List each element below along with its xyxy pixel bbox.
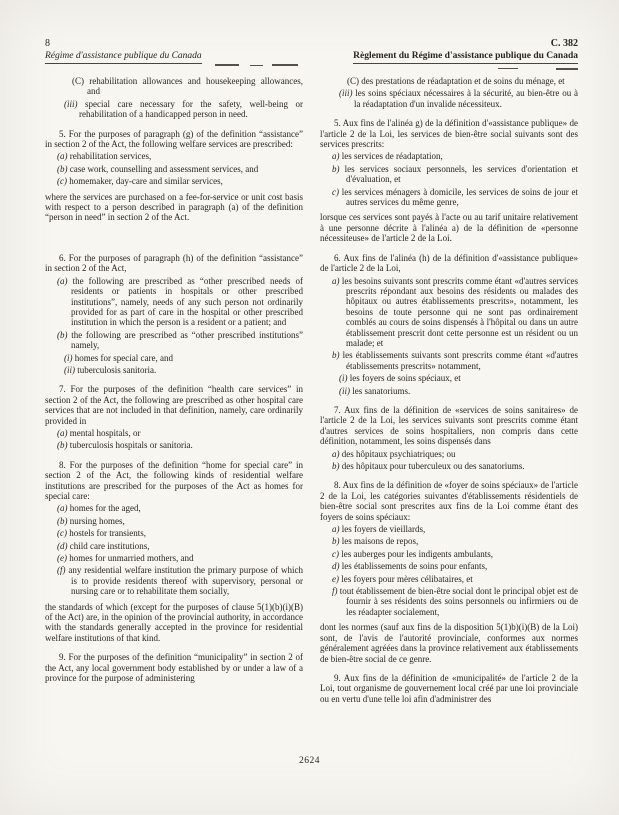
text-block: 9. For the purposes of the definition “municipality” in section 2 of the Act, any local government body established by or under a law of a province for the purpose of administering (45, 652, 303, 684)
item-label: (b) (57, 163, 68, 174)
text-block: (c) homemaker, day-care and similar services, (57, 176, 223, 187)
item-label: (a) (57, 503, 68, 514)
scan-artifact-dash (498, 68, 518, 69)
scan-artifact-dash (215, 64, 239, 66)
text-block: lorsque ces services sont payés à l'acte ou au tarif unitaire relativement à une personne décrite à l'alinéa a) de la définition de «personne nécessiteuse» de l'article 2 de la Loi. (320, 212, 578, 244)
item-label: (f) (57, 565, 66, 576)
text-block: a) les besoins suivants sont prescrits comme étant «d'autres services prescrits répondant aux besoins des résidents ou malades des hôpitaux ou autres établissements prescrits», notamment, les besoins de toute personne qui ne sont pas ordinairement comblés au cours de soins dispensés à l'hôpital ou dans un autre établissement prescrit dont cette personne est un résident ou un malade; et (332, 275, 578, 348)
item-label: b) (332, 536, 340, 547)
text-block: (a) mental hospitals, or (57, 427, 141, 438)
item-label: (b) (57, 329, 68, 340)
item-label: a) (332, 524, 340, 535)
item-label: a) (332, 448, 340, 459)
item-label: b) (332, 350, 340, 361)
text-block: b) des hôpitaux pour tuberculeux ou des sanatoriums. (332, 461, 525, 471)
text-block: (a) the following are prescribed as “other prescribed needs of residents or patients in hospitals or other prescribed institutions”, namely, needs of any such person not ordinarily provided for as part of care in the hospital or other prescribed institution in which the person is a resident or a patient; and (57, 275, 303, 328)
text-block: (iii) les soins spéciaux nécessaires à la sécurité, au bien-être ou à la réadaptation d'un invalide nécessiteux. (339, 88, 578, 109)
text-block: where the services are purchased on a fee-for-service or unit cost basis with respect to a person described in paragraph (a) of the definition “person in need” in section 2 of the Act. (45, 191, 303, 223)
page-footer (0, 756, 619, 766)
item-label: (e) (57, 553, 67, 564)
text-block: (b) tuberculosis hospitals or sanitoria. (57, 440, 193, 451)
text-block: (iii) special care necessary for the safety, well-being or rehabilitation of a handicapped person in need. (64, 98, 303, 120)
text-block: f) tout établissement de bien-être social dont le principal objet est de fournir à ses résidents des soins personnels ou infirmiers ou de les réadapter socialement, (332, 586, 578, 617)
page-body (0, 64, 619, 742)
page-folio-left: 8 (45, 38, 50, 49)
page-header (0, 0, 619, 64)
text-block: (b) the following are prescribed as “other prescribed institutions” namely, (57, 329, 303, 351)
text-block: 8. Aux fins de la définition de «foyer de soins spéciaux» de l'article 2 de la Loi, les catégories suivantes d'établissements résidentiels de bien-être social sont prescrites aux fins de la Loi comme étant des foyers de soins spéciaux: (320, 480, 578, 522)
text-block: 9. Aux fins de la définition de «municipalité» de l'article 2 de la Loi, tout organisme de gouvernement local créé par une loi provinciale ou en vertu d'une telle loi afin d'administrer des (320, 672, 578, 704)
text-block: c) les auberges pour les indigents ambulants, (332, 548, 494, 559)
text-block: (b) nursing homes, (57, 515, 125, 526)
item-label: (iii) (339, 88, 353, 99)
item-label: e) (332, 573, 339, 584)
item-label: (a) (57, 275, 68, 286)
item-label: (c) (57, 528, 67, 539)
text-block: d) les établissements de soins pour enfants, (332, 561, 488, 572)
text-block: (a) homes for the aged, (57, 503, 141, 514)
text-block: 5. For the purposes of paragraph (g) of the definition “assistance” in section 2 of the Act, the following welfare services are prescribed: (45, 128, 303, 150)
item-label: (a) (57, 427, 68, 438)
item-label: (b) (57, 515, 68, 526)
item-label: b) (332, 461, 340, 471)
text-block: (e) homes for unmarried mothers, and (57, 553, 194, 564)
text-block: b) les établissements suivants sont prescrits comme étant «d'autres établissements prescrits» notamment, (332, 350, 578, 371)
item-label: (a) (57, 151, 68, 162)
item-label: (i) (64, 352, 73, 363)
chapter-number: C. 382 (550, 38, 578, 49)
text-block: a) des hôpitaux psychiatriques; ou (332, 448, 456, 459)
item-label: (d) (57, 540, 68, 551)
french-column (320, 74, 578, 742)
english-column (45, 74, 303, 742)
text-block: e) les foyers pour mères célibataires, et (332, 573, 473, 584)
item-label: f) (332, 586, 338, 597)
item-label: d) (332, 561, 340, 572)
text-block: 6. For the purposes of paragraph (h) of the definition “assistance” in section 2 of the Act, (45, 252, 303, 274)
scan-artifact-dash (250, 65, 263, 66)
item-label: (ii) (64, 364, 75, 375)
page-number: 2624 (299, 756, 320, 766)
item-label: c) (332, 186, 339, 197)
text-block: (C) rehabilitation allowances and housekeeping allowances, and (72, 76, 303, 97)
item-label: (c) (57, 176, 67, 187)
text-block: (c) hostels for transients, (57, 528, 146, 539)
item-label: (ii) (339, 385, 350, 396)
text-block: (b) case work, counselling and assessment services, and (57, 163, 259, 174)
text-block: (i) homes for special care, and (64, 352, 173, 363)
item-label: (C) (72, 76, 84, 86)
item-label: (i) (339, 373, 348, 384)
text-block: (C) des prestations de réadaptation et de soins du ménage, et (347, 76, 565, 86)
text-block: 7. Aux fins de la définition de «services de soins sanitaires» de l'article 2 de la Loi, les services suivants sont prescrits comme étant d'autres services de soins hospitaliers, non compris dans cette définition, notamment, les soins dispensés dans (320, 404, 578, 447)
scan-artifact-dash (272, 64, 298, 66)
text-block: (i) les foyers de soins spéciaux, et (339, 373, 461, 384)
text-block: the standards of which (except for the purposes of clause 5(1)(b)(i)(B) of the Act) are, in the opinion of the provincial authority, in accordance with the standards generally accepted in the province for residential welfare institutions of that kind. (45, 601, 303, 643)
text-block: b) les services sociaux personnels, les services d'orientation et d'évaluation, et (332, 163, 578, 185)
text-block: (f) any residential welfare institution the primary purpose of which is to provide residents thereof with supervisory, personal or nursing care or to rehabilitate them socially, (57, 565, 303, 597)
text-block: 8. For the purposes of the definition “home for special care” in section 2 of the Act, the following kinds of residential welfare institutions are prescribed for the purposes of the Act as homes for special care: (45, 459, 303, 501)
text-block: (ii) les sanatoriums. (339, 385, 411, 396)
running-title-left: Régime d'assistance publique du Canada (45, 50, 202, 64)
text-block: (a) rehabilitation services, (57, 151, 152, 162)
item-label: b) (332, 163, 340, 174)
text-block: dont les normes (sauf aux fins de la disposition 5(1)b)(i)(B) de la Loi) sont, de l'avis de l'autorité provinciale, conformes aux normes généralement agréées dans la province relativement aux établissements de bien-être social de ce genre. (320, 622, 578, 664)
item-label: a) (332, 275, 340, 286)
item-label: (iii) (64, 98, 78, 109)
text-block: a) les foyers de vieillards, (332, 524, 426, 535)
text-block: 5. Aux fins de l'alinéa g) de la définition d'«assistance publique» de l'article 2 de la Loi, les services de bien-être social suivants sont des services prescrits: (320, 118, 578, 150)
running-title-right: Règlement du Régime d'assistance publique du Canada (353, 50, 578, 64)
item-label: (b) (57, 440, 68, 451)
item-label: (C) (347, 76, 359, 86)
item-label: a) (332, 151, 340, 162)
text-block: b) les maisons de repos, (332, 536, 419, 547)
text-block: 6. Aux fins de l'alinéa (h) de la définition d'«assistance publique» de l'article 2 de la Loi, (320, 252, 578, 274)
text-block: 7. For the purposes of the definition “health care services” in section 2 of the Act, the following are prescribed as other hospital care services that are not included in that definition, namely, care ordinarily provided in (45, 384, 303, 426)
text-block: c) les services ménagers à domicile, les services de soins de jour et autres services du même genre, (332, 186, 578, 208)
text-block: (d) child care institutions, (57, 540, 150, 551)
text-block: a) les services de réadaptation, (332, 151, 443, 162)
scan-artifact-dash (556, 68, 578, 70)
text-block: (ii) tuberculosis sanitoria. (64, 364, 157, 375)
item-label: c) (332, 548, 339, 559)
